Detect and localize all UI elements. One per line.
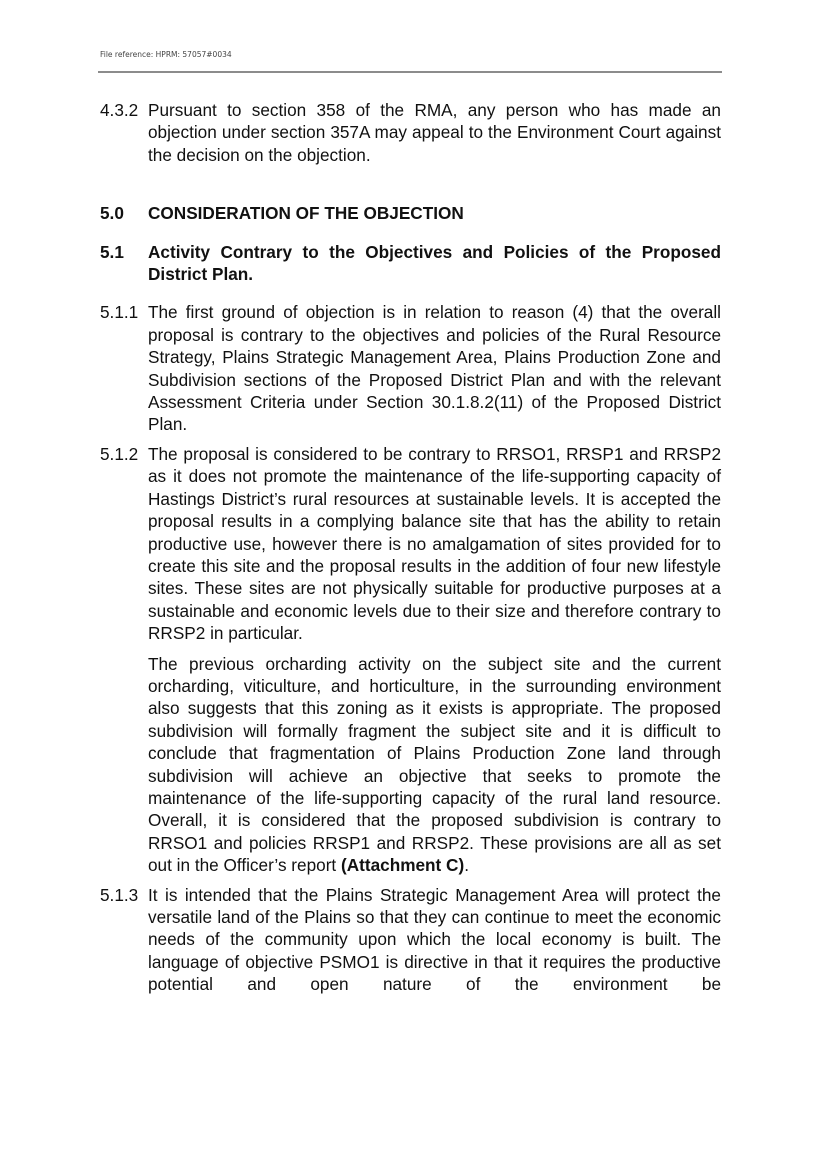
section-4-3-2 — [100, 99, 721, 166]
section-5-1-2 — [100, 443, 721, 877]
section-number: 5.1.2 — [100, 443, 139, 464]
section-heading: CONSIDERATION OF THE OBJECTION — [148, 203, 464, 224]
section-5-1-heading — [100, 241, 721, 286]
section-text: The proposal is considered to be contrary to RRSO1, RRSP1 and RRSP2 as it does not promote the maintenance of the life-supporting capacity of Hastings District’s rural resources at sustainable levels. It is accepted the proposal results in a complying balance site that has the ability to retain productive use, however there is no amalgamation of sites provided for to create this site and the proposal results in the addition of four new lifestyle sites. These sites are not physically suitable for productive purposes at a sustainable and economic levels due to their size and therefore contrary to RRSP2 in particular. — [148, 443, 721, 644]
section-number: 4.3.2 — [100, 100, 139, 120]
section-body — [148, 443, 721, 877]
section-heading: Activity Contrary to the Objectives and Policies of the Proposed District Plan. — [148, 241, 721, 285]
header-divider — [98, 71, 722, 73]
section-5-1-3 — [100, 884, 721, 996]
paragraph-text: The previous orcharding activity on the subject site and the current orcharding, viticulture, and horticulture, in the surrounding environment also suggests that this zoning as it exists is appropriate. The proposed subdivision will formally fragment the subject site and it is difficult to conclude that fragmentation of Plains Production Zone land through subdivision will achieve an objective that seeks to promote the maintenance of the life-supporting capacity of the rural land resource. Overall, it is considered that the proposed subdivision is contrary to RRSO1 and policies RRSP1 and RRSP2. These provisions are all as set out in the Officer’s report — [148, 653, 721, 876]
section-text: The first ground of objection is in relation to reason (4) that the overall proposal is contrary to the objectives and policies of the Rural Resource Strategy, Plains Strategic Management Area, Plains Production Zone and Subdivision sections of the Proposed District Plan and with the relevant Assessment Criteria under Section 30.1.8.2(11) of the Proposed District Plan. — [148, 302, 721, 435]
section-5-0-heading — [100, 202, 721, 224]
paragraph-end: . — [464, 855, 469, 876]
section-5-1-1 — [100, 301, 721, 435]
section-number: 5.1.1 — [100, 302, 139, 323]
section-number: 5.0 — [100, 203, 124, 224]
document-body — [100, 99, 721, 996]
attachment-reference: (Attachment C) — [341, 855, 465, 876]
section-number: 5.1 — [100, 241, 124, 262]
section-paragraph-2 — [148, 653, 721, 877]
section-text: Pursuant to section 358 of the RMA, any person who has made an objection under section 357A may appeal to the Environment Court against the decision on the objection. — [148, 100, 721, 165]
section-text: It is intended that the Plains Strategic Management Area will protect the versatile land of the Plains so that they can continue to meet the economic needs of the community upon which the local economy is built. The language of objective PSMO1 is directive in that it requires the productive potential and open nature of the environment be — [148, 884, 721, 995]
file-reference: File reference: HPRM: 57057#0034 — [100, 50, 232, 59]
section-number: 5.1.3 — [100, 884, 139, 905]
